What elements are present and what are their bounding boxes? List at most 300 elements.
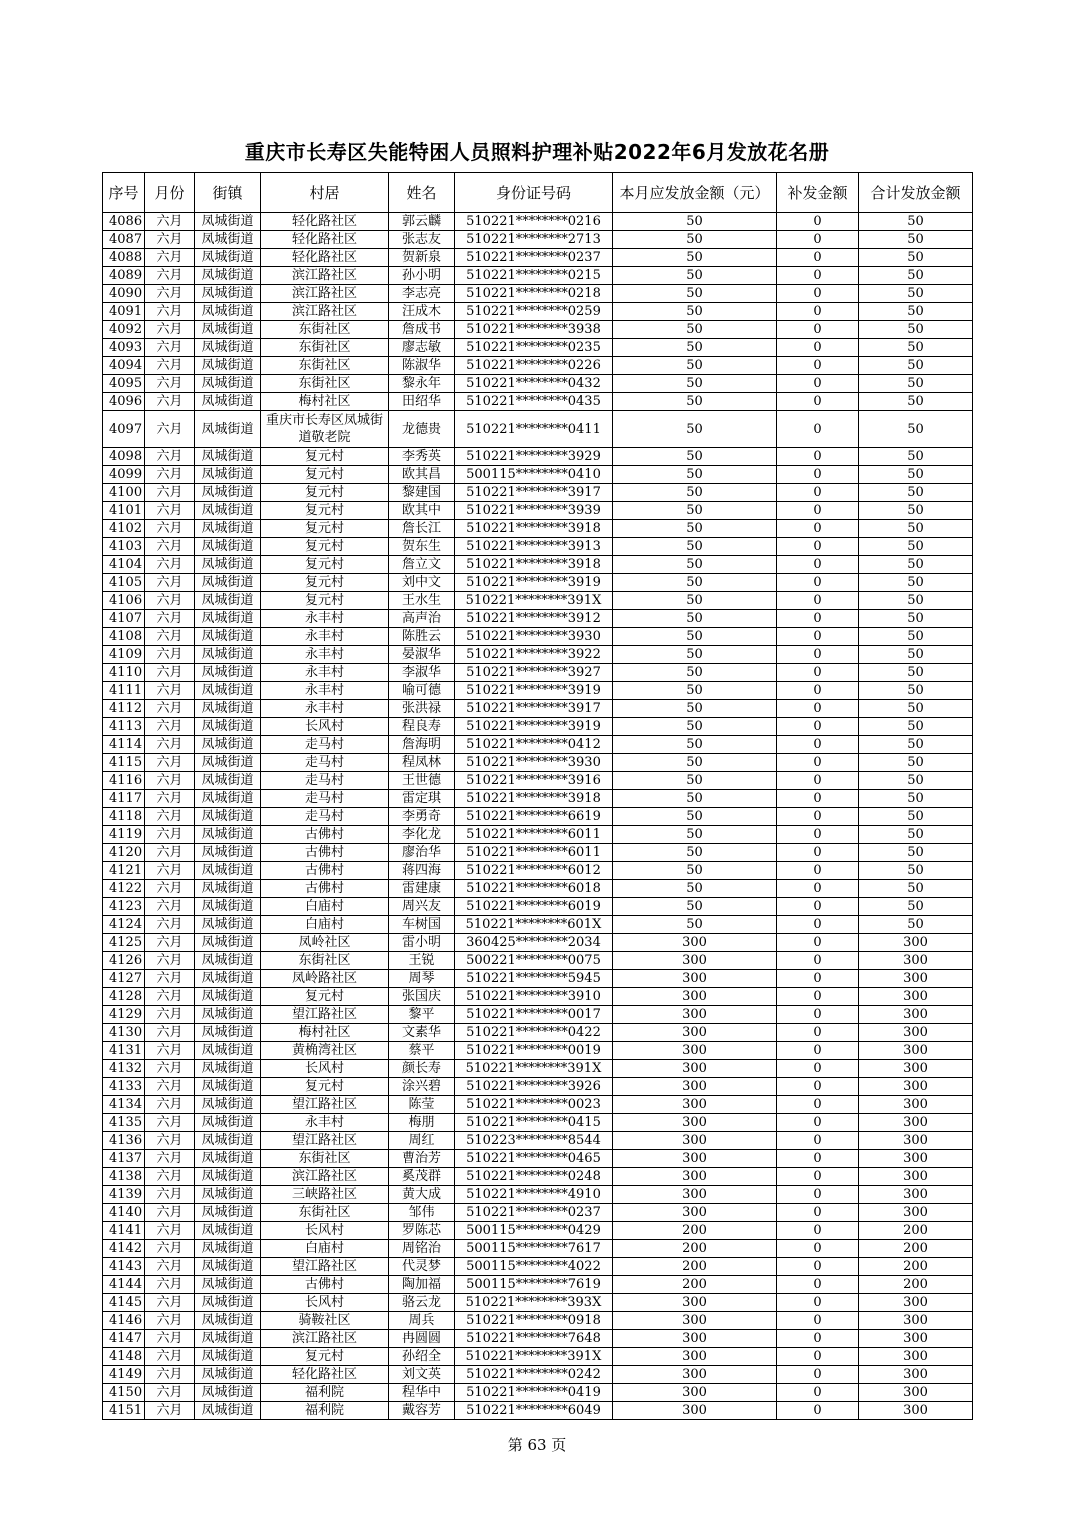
cell-back-pay: 0 — [777, 718, 859, 736]
cell-id-number: 510221********3930 — [455, 628, 613, 646]
cell-name: 蒋四海 — [389, 862, 455, 880]
col-header-index: 序号 — [103, 173, 145, 213]
cell-monthly-amount: 300 — [613, 1348, 777, 1366]
cell-name: 戴容芳 — [389, 1402, 455, 1420]
cell-street: 凤城街道 — [195, 1150, 261, 1168]
cell-total: 300 — [859, 1150, 973, 1168]
cell-index: 4138 — [103, 1168, 145, 1186]
cell-monthly-amount: 50 — [613, 610, 777, 628]
cell-street: 凤城街道 — [195, 1330, 261, 1348]
cell-id-number: 500115********4022 — [455, 1258, 613, 1276]
cell-back-pay: 0 — [777, 826, 859, 844]
table-row — [103, 213, 973, 231]
cell-name: 欧其中 — [389, 502, 455, 520]
cell-community: 梅村社区 — [261, 1024, 389, 1042]
cell-name: 喻可德 — [389, 682, 455, 700]
cell-id-number: 510221********4910 — [455, 1186, 613, 1204]
cell-monthly-amount: 300 — [613, 1186, 777, 1204]
col-header-month: 月份 — [145, 173, 195, 213]
cell-monthly-amount: 50 — [613, 898, 777, 916]
cell-index: 4142 — [103, 1240, 145, 1258]
cell-id-number: 510221********0242 — [455, 1366, 613, 1384]
cell-index: 4090 — [103, 285, 145, 303]
cell-monthly-amount: 50 — [613, 916, 777, 934]
cell-month: 六月 — [145, 538, 195, 556]
cell-community: 长风村 — [261, 718, 389, 736]
cell-community: 复元村 — [261, 988, 389, 1006]
cell-community: 复元村 — [261, 448, 389, 466]
cell-total: 300 — [859, 1096, 973, 1114]
cell-street: 凤城街道 — [195, 574, 261, 592]
cell-total: 50 — [859, 375, 973, 393]
cell-id-number: 510221********3918 — [455, 790, 613, 808]
cell-back-pay: 0 — [777, 375, 859, 393]
cell-total: 50 — [859, 484, 973, 502]
table-row — [103, 1168, 973, 1186]
cell-monthly-amount: 300 — [613, 952, 777, 970]
cell-total: 50 — [859, 628, 973, 646]
cell-community: 凤岭路社区 — [261, 970, 389, 988]
cell-month: 六月 — [145, 321, 195, 339]
cell-index: 4123 — [103, 898, 145, 916]
cell-community: 复元村 — [261, 1078, 389, 1096]
cell-total: 50 — [859, 448, 973, 466]
cell-street: 凤城街道 — [195, 970, 261, 988]
table-row — [103, 1312, 973, 1330]
cell-back-pay: 0 — [777, 1078, 859, 1096]
cell-month: 六月 — [145, 1276, 195, 1294]
cell-name: 贺东生 — [389, 538, 455, 556]
cell-id-number: 510223********8544 — [455, 1132, 613, 1150]
cell-monthly-amount: 50 — [613, 411, 777, 448]
cell-index: 4099 — [103, 466, 145, 484]
cell-community: 凤岭社区 — [261, 934, 389, 952]
cell-community: 走马村 — [261, 790, 389, 808]
cell-community: 梅村社区 — [261, 393, 389, 411]
cell-community: 黄桷湾社区 — [261, 1042, 389, 1060]
cell-monthly-amount: 300 — [613, 1330, 777, 1348]
cell-community: 望江路社区 — [261, 1006, 389, 1024]
cell-total: 50 — [859, 718, 973, 736]
cell-street: 凤城街道 — [195, 1042, 261, 1060]
cell-total: 300 — [859, 1204, 973, 1222]
cell-monthly-amount: 200 — [613, 1222, 777, 1240]
cell-community: 永丰村 — [261, 646, 389, 664]
cell-back-pay: 0 — [777, 339, 859, 357]
cell-total: 50 — [859, 826, 973, 844]
cell-id-number: 510221********0017 — [455, 1006, 613, 1024]
cell-community: 复元村 — [261, 556, 389, 574]
cell-month: 六月 — [145, 934, 195, 952]
table-row — [103, 231, 973, 249]
table-row — [103, 970, 973, 988]
cell-id-number: 510221********391X — [455, 1348, 613, 1366]
cell-month: 六月 — [145, 826, 195, 844]
cell-index: 4089 — [103, 267, 145, 285]
cell-back-pay: 0 — [777, 520, 859, 538]
cell-monthly-amount: 50 — [613, 772, 777, 790]
cell-name: 曹治芳 — [389, 1150, 455, 1168]
cell-name: 邹伟 — [389, 1204, 455, 1222]
cell-month: 六月 — [145, 574, 195, 592]
cell-street: 凤城街道 — [195, 1132, 261, 1150]
col-header-street: 街镇 — [195, 173, 261, 213]
cell-street: 凤城街道 — [195, 393, 261, 411]
cell-index: 4117 — [103, 790, 145, 808]
cell-index: 4116 — [103, 772, 145, 790]
cell-id-number: 510221********0918 — [455, 1312, 613, 1330]
cell-back-pay: 0 — [777, 1042, 859, 1060]
cell-id-number: 510221********3927 — [455, 664, 613, 682]
cell-id-number: 510221********0237 — [455, 249, 613, 267]
cell-total: 50 — [859, 790, 973, 808]
cell-name: 廖治华 — [389, 844, 455, 862]
cell-name: 李志亮 — [389, 285, 455, 303]
cell-street: 凤城街道 — [195, 321, 261, 339]
cell-street: 凤城街道 — [195, 1168, 261, 1186]
cell-community: 走马村 — [261, 772, 389, 790]
cell-back-pay: 0 — [777, 321, 859, 339]
table-row — [103, 988, 973, 1006]
cell-total: 300 — [859, 1384, 973, 1402]
cell-back-pay: 0 — [777, 970, 859, 988]
cell-name: 程凤林 — [389, 754, 455, 772]
cell-index: 4143 — [103, 1258, 145, 1276]
table-row — [103, 862, 973, 880]
cell-total: 50 — [859, 285, 973, 303]
cell-name: 蔡平 — [389, 1042, 455, 1060]
cell-monthly-amount: 50 — [613, 357, 777, 375]
cell-index: 4114 — [103, 736, 145, 754]
table-row — [103, 1078, 973, 1096]
cell-street: 凤城街道 — [195, 1240, 261, 1258]
cell-month: 六月 — [145, 664, 195, 682]
cell-total: 200 — [859, 1222, 973, 1240]
cell-back-pay: 0 — [777, 213, 859, 231]
table-row — [103, 934, 973, 952]
cell-total: 300 — [859, 1132, 973, 1150]
cell-total: 50 — [859, 736, 973, 754]
table-row — [103, 1294, 973, 1312]
cell-total: 50 — [859, 682, 973, 700]
cell-id-number: 510221********3926 — [455, 1078, 613, 1096]
cell-street: 凤城街道 — [195, 862, 261, 880]
cell-name: 黎永年 — [389, 375, 455, 393]
cell-back-pay: 0 — [777, 898, 859, 916]
cell-id-number: 510221********0216 — [455, 213, 613, 231]
cell-name: 陈胜云 — [389, 628, 455, 646]
cell-month: 六月 — [145, 682, 195, 700]
cell-back-pay: 0 — [777, 1258, 859, 1276]
cell-id-number: 510221********6011 — [455, 826, 613, 844]
cell-id-number: 510221********3912 — [455, 610, 613, 628]
cell-month: 六月 — [145, 466, 195, 484]
cell-month: 六月 — [145, 303, 195, 321]
cell-month: 六月 — [145, 1150, 195, 1168]
cell-month: 六月 — [145, 1078, 195, 1096]
cell-index: 4135 — [103, 1114, 145, 1132]
cell-id-number: 510221********0019 — [455, 1042, 613, 1060]
cell-back-pay: 0 — [777, 880, 859, 898]
cell-month: 六月 — [145, 898, 195, 916]
cell-back-pay: 0 — [777, 393, 859, 411]
cell-community: 走马村 — [261, 754, 389, 772]
cell-street: 凤城街道 — [195, 411, 261, 448]
cell-monthly-amount: 300 — [613, 1114, 777, 1132]
cell-street: 凤城街道 — [195, 718, 261, 736]
cell-back-pay: 0 — [777, 303, 859, 321]
cell-back-pay: 0 — [777, 592, 859, 610]
cell-index: 4115 — [103, 754, 145, 772]
cell-monthly-amount: 300 — [613, 1168, 777, 1186]
cell-id-number: 510221********0435 — [455, 393, 613, 411]
cell-total: 50 — [859, 411, 973, 448]
cell-id-number: 510221********0248 — [455, 1168, 613, 1186]
cell-index: 4140 — [103, 1204, 145, 1222]
cell-id-number: 510221********7648 — [455, 1330, 613, 1348]
cell-month: 六月 — [145, 1114, 195, 1132]
cell-id-number: 510221********3918 — [455, 556, 613, 574]
cell-index: 4102 — [103, 520, 145, 538]
cell-name: 龙德贵 — [389, 411, 455, 448]
cell-community: 复元村 — [261, 466, 389, 484]
cell-total: 300 — [859, 1330, 973, 1348]
cell-total: 300 — [859, 1024, 973, 1042]
cell-id-number: 510221********3938 — [455, 321, 613, 339]
cell-total: 50 — [859, 754, 973, 772]
cell-total: 200 — [859, 1258, 973, 1276]
cell-id-number: 510221********391X — [455, 1060, 613, 1078]
cell-total: 300 — [859, 1402, 973, 1420]
cell-index: 4139 — [103, 1186, 145, 1204]
cell-community: 望江路社区 — [261, 1132, 389, 1150]
cell-month: 六月 — [145, 1402, 195, 1420]
cell-community: 复元村 — [261, 1348, 389, 1366]
cell-back-pay: 0 — [777, 1384, 859, 1402]
cell-community: 东街社区 — [261, 321, 389, 339]
cell-total: 300 — [859, 934, 973, 952]
cell-index: 4108 — [103, 628, 145, 646]
cell-back-pay: 0 — [777, 1204, 859, 1222]
cell-id-number: 510221********3917 — [455, 700, 613, 718]
cell-id-number: 510221********3917 — [455, 484, 613, 502]
cell-index: 4124 — [103, 916, 145, 934]
table-row — [103, 1240, 973, 1258]
cell-total: 300 — [859, 1312, 973, 1330]
cell-name: 黎建国 — [389, 484, 455, 502]
cell-month: 六月 — [145, 610, 195, 628]
cell-community: 长风村 — [261, 1060, 389, 1078]
table-row — [103, 339, 973, 357]
cell-index: 4133 — [103, 1078, 145, 1096]
table-row — [103, 790, 973, 808]
table-row — [103, 303, 973, 321]
cell-month: 六月 — [145, 411, 195, 448]
cell-name: 雷小明 — [389, 934, 455, 952]
cell-community: 古佛村 — [261, 1276, 389, 1294]
cell-monthly-amount: 200 — [613, 1240, 777, 1258]
cell-index: 4145 — [103, 1294, 145, 1312]
cell-monthly-amount: 300 — [613, 1150, 777, 1168]
cell-month: 六月 — [145, 1186, 195, 1204]
cell-monthly-amount: 300 — [613, 1024, 777, 1042]
cell-month: 六月 — [145, 231, 195, 249]
cell-total: 300 — [859, 1186, 973, 1204]
table-row — [103, 321, 973, 339]
cell-name: 周红 — [389, 1132, 455, 1150]
cell-monthly-amount: 50 — [613, 520, 777, 538]
cell-back-pay: 0 — [777, 1330, 859, 1348]
cell-id-number: 510221********3922 — [455, 646, 613, 664]
cell-month: 六月 — [145, 1096, 195, 1114]
table-row — [103, 267, 973, 285]
cell-name: 田绍华 — [389, 393, 455, 411]
cell-id-number: 510221********2713 — [455, 231, 613, 249]
cell-street: 凤城街道 — [195, 772, 261, 790]
cell-month: 六月 — [145, 736, 195, 754]
cell-street: 凤城街道 — [195, 1060, 261, 1078]
cell-monthly-amount: 300 — [613, 1384, 777, 1402]
cell-index: 4103 — [103, 538, 145, 556]
cell-month: 六月 — [145, 628, 195, 646]
cell-name: 黎平 — [389, 1006, 455, 1024]
cell-monthly-amount: 50 — [613, 592, 777, 610]
cell-month: 六月 — [145, 700, 195, 718]
cell-back-pay: 0 — [777, 249, 859, 267]
table-row — [103, 285, 973, 303]
cell-street: 凤城街道 — [195, 1078, 261, 1096]
table-row — [103, 1042, 973, 1060]
table-row — [103, 1204, 973, 1222]
cell-name: 黄大成 — [389, 1186, 455, 1204]
cell-index: 4137 — [103, 1150, 145, 1168]
cell-monthly-amount: 200 — [613, 1258, 777, 1276]
table-row — [103, 700, 973, 718]
cell-street: 凤城街道 — [195, 484, 261, 502]
cell-name: 周铭治 — [389, 1240, 455, 1258]
col-header-monthly-amount: 本月应发放金额（元） — [613, 173, 777, 213]
cell-id-number: 510221********6049 — [455, 1402, 613, 1420]
cell-back-pay: 0 — [777, 1096, 859, 1114]
cell-index: 4087 — [103, 231, 145, 249]
cell-name: 欧其昌 — [389, 466, 455, 484]
cell-back-pay: 0 — [777, 285, 859, 303]
cell-id-number: 510221********0411 — [455, 411, 613, 448]
cell-index: 4112 — [103, 700, 145, 718]
cell-street: 凤城街道 — [195, 231, 261, 249]
cell-community: 永丰村 — [261, 610, 389, 628]
cell-month: 六月 — [145, 375, 195, 393]
cell-name: 高声治 — [389, 610, 455, 628]
cell-street: 凤城街道 — [195, 502, 261, 520]
cell-monthly-amount: 50 — [613, 249, 777, 267]
cell-id-number: 510221********3939 — [455, 502, 613, 520]
table-row — [103, 448, 973, 466]
table-row — [103, 393, 973, 411]
cell-street: 凤城街道 — [195, 466, 261, 484]
cell-month: 六月 — [145, 1348, 195, 1366]
cell-back-pay: 0 — [777, 267, 859, 285]
table-row — [103, 880, 973, 898]
col-header-community: 村居 — [261, 173, 389, 213]
cell-index: 4106 — [103, 592, 145, 610]
cell-index: 4088 — [103, 249, 145, 267]
cell-back-pay: 0 — [777, 844, 859, 862]
cell-name: 李秀英 — [389, 448, 455, 466]
cell-name: 李淑华 — [389, 664, 455, 682]
cell-monthly-amount: 50 — [613, 862, 777, 880]
cell-id-number: 510221********0218 — [455, 285, 613, 303]
cell-back-pay: 0 — [777, 628, 859, 646]
cell-total: 300 — [859, 1060, 973, 1078]
cell-name: 罗陈芯 — [389, 1222, 455, 1240]
cell-street: 凤城街道 — [195, 1258, 261, 1276]
cell-back-pay: 0 — [777, 466, 859, 484]
cell-total: 50 — [859, 556, 973, 574]
cell-street: 凤城街道 — [195, 844, 261, 862]
cell-name: 李勇奇 — [389, 808, 455, 826]
cell-id-number: 510221********3910 — [455, 988, 613, 1006]
cell-month: 六月 — [145, 1240, 195, 1258]
cell-total: 50 — [859, 466, 973, 484]
cell-total: 50 — [859, 844, 973, 862]
cell-monthly-amount: 50 — [613, 808, 777, 826]
cell-back-pay: 0 — [777, 790, 859, 808]
cell-back-pay: 0 — [777, 664, 859, 682]
cell-back-pay: 0 — [777, 1114, 859, 1132]
table-row — [103, 249, 973, 267]
table-row — [103, 1258, 973, 1276]
table-row — [103, 1222, 973, 1240]
cell-id-number: 510221********3930 — [455, 754, 613, 772]
cell-monthly-amount: 300 — [613, 1060, 777, 1078]
table-row — [103, 736, 973, 754]
cell-total: 50 — [859, 502, 973, 520]
cell-community: 东街社区 — [261, 1150, 389, 1168]
cell-street: 凤城街道 — [195, 1312, 261, 1330]
table-row — [103, 1060, 973, 1078]
cell-back-pay: 0 — [777, 610, 859, 628]
cell-back-pay: 0 — [777, 1294, 859, 1312]
cell-monthly-amount: 200 — [613, 1276, 777, 1294]
cell-street: 凤城街道 — [195, 267, 261, 285]
cell-street: 凤城街道 — [195, 448, 261, 466]
cell-index: 4111 — [103, 682, 145, 700]
cell-name: 汪成木 — [389, 303, 455, 321]
cell-month: 六月 — [145, 1204, 195, 1222]
cell-month: 六月 — [145, 1042, 195, 1060]
table-row — [103, 538, 973, 556]
cell-community: 轻化路社区 — [261, 231, 389, 249]
table-row — [103, 520, 973, 538]
cell-community: 长风村 — [261, 1222, 389, 1240]
cell-community: 望江路社区 — [261, 1258, 389, 1276]
cell-index: 4118 — [103, 808, 145, 826]
cell-name: 代灵梦 — [389, 1258, 455, 1276]
table-row — [103, 646, 973, 664]
cell-index: 4127 — [103, 970, 145, 988]
cell-street: 凤城街道 — [195, 520, 261, 538]
cell-index: 4126 — [103, 952, 145, 970]
cell-community: 东街社区 — [261, 375, 389, 393]
cell-community: 白庙村 — [261, 916, 389, 934]
cell-street: 凤城街道 — [195, 682, 261, 700]
cell-total: 50 — [859, 700, 973, 718]
table-row — [103, 844, 973, 862]
cell-id-number: 500115********0410 — [455, 466, 613, 484]
cell-monthly-amount: 50 — [613, 718, 777, 736]
cell-month: 六月 — [145, 520, 195, 538]
